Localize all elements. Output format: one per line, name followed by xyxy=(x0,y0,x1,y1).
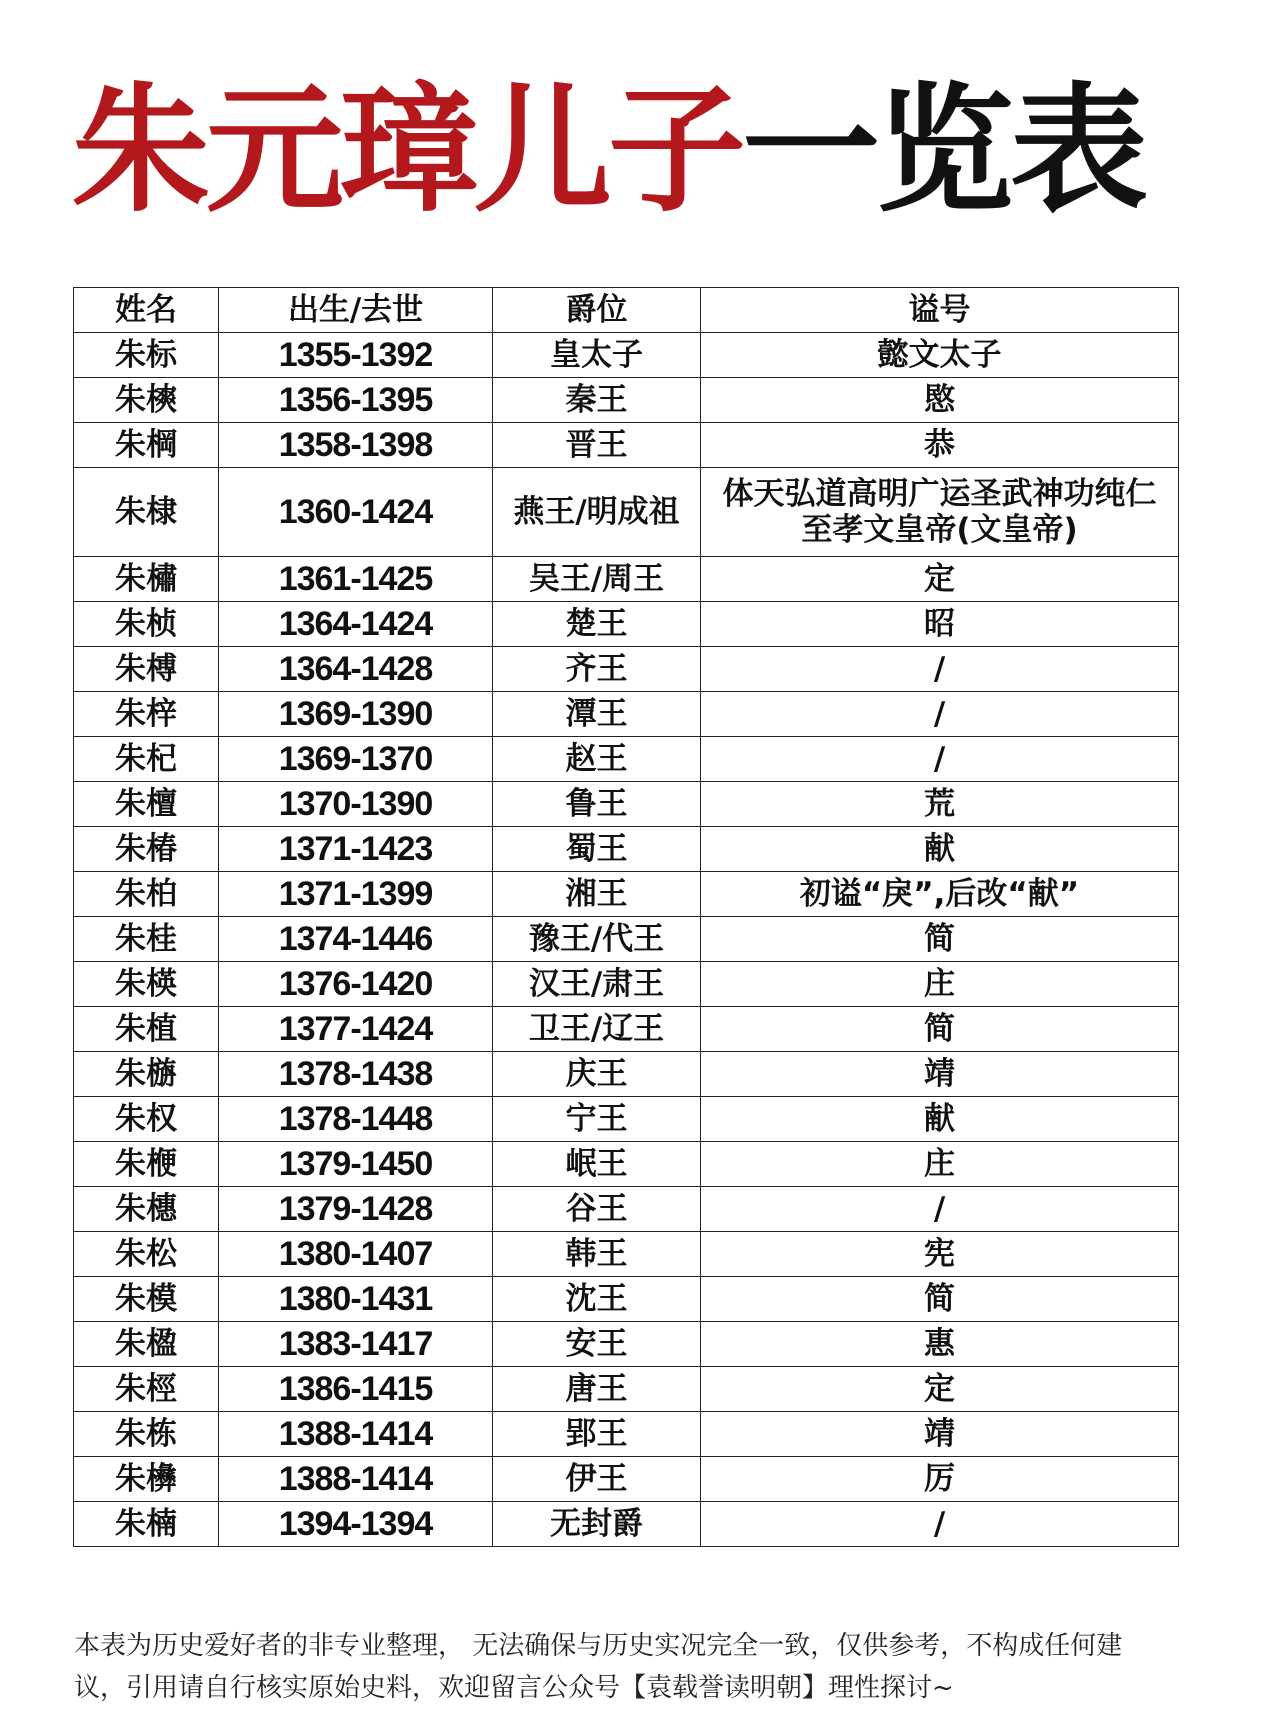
cell-posthumous: 献 xyxy=(701,1097,1179,1142)
table-row xyxy=(74,468,1179,557)
cell-title: 皇太子 xyxy=(493,333,701,378)
table-row xyxy=(74,1007,1179,1052)
cell-posthumous: 简 xyxy=(701,917,1179,962)
cell-posthumous: 惠 xyxy=(701,1322,1179,1367)
cell-title: 宁王 xyxy=(493,1097,701,1142)
cell-name: 朱桂 xyxy=(74,917,219,962)
cell-title: 燕王/明成祖 xyxy=(493,468,701,557)
cell-name: 朱檀 xyxy=(74,782,219,827)
cell-years: 1360-1424 xyxy=(219,468,493,557)
header-posthumous: 谥号 xyxy=(701,288,1179,333)
cell-posthumous: 靖 xyxy=(701,1412,1179,1457)
cell-posthumous: 献 xyxy=(701,827,1179,872)
cell-years: 1388-1414 xyxy=(219,1457,493,1502)
disclaimer-line-1: 本表为历史爱好者的非专业整理， 无法确保与历史实况完全一致，仅供参考，不构成任何建 xyxy=(74,1631,1123,1661)
cell-title: 伊王 xyxy=(493,1457,701,1502)
cell-years: 1378-1448 xyxy=(219,1097,493,1142)
title-red-part: 朱元璋儿子 xyxy=(72,68,743,231)
cell-title: 湘王 xyxy=(493,872,701,917)
cell-title: 潭王 xyxy=(493,692,701,737)
table-row xyxy=(74,557,1179,602)
table-row xyxy=(74,1232,1179,1277)
cell-title: 郢王 xyxy=(493,1412,701,1457)
cell-posthumous: 定 xyxy=(701,1367,1179,1412)
cell-posthumous: 简 xyxy=(701,1007,1179,1052)
table-row xyxy=(74,1277,1179,1322)
table-row xyxy=(74,872,1179,917)
cell-years: 1370-1390 xyxy=(219,782,493,827)
table-row xyxy=(74,1412,1179,1457)
cell-title: 鲁王 xyxy=(493,782,701,827)
table-row xyxy=(74,1187,1179,1232)
cell-name: 朱桢 xyxy=(74,602,219,647)
header-title: 爵位 xyxy=(493,288,701,333)
cell-title: 卫王/辽王 xyxy=(493,1007,701,1052)
cell-posthumous: / xyxy=(701,737,1179,782)
table-row xyxy=(74,917,1179,962)
cell-years: 1371-1399 xyxy=(219,872,493,917)
cell-title: 齐王 xyxy=(493,647,701,692)
cell-name: 朱棣 xyxy=(74,468,219,557)
cell-name: 朱模 xyxy=(74,1277,219,1322)
cell-title: 吴王/周王 xyxy=(493,557,701,602)
cell-title: 晋王 xyxy=(493,423,701,468)
table-header-row xyxy=(74,288,1179,333)
cell-name: 朱柏 xyxy=(74,872,219,917)
cell-title: 唐王 xyxy=(493,1367,701,1412)
table-row xyxy=(74,962,1179,1007)
cell-posthumous: 宪 xyxy=(701,1232,1179,1277)
cell-title: 赵王 xyxy=(493,737,701,782)
cell-title: 岷王 xyxy=(493,1142,701,1187)
table-row xyxy=(74,737,1179,782)
cell-posthumous: / xyxy=(701,692,1179,737)
cell-posthumous: 恭 xyxy=(701,423,1179,468)
cell-posthumous: / xyxy=(701,1502,1179,1547)
cell-title: 沈王 xyxy=(493,1277,701,1322)
header-name: 姓名 xyxy=(74,288,219,333)
cell-name: 朱棡 xyxy=(74,423,219,468)
cell-title: 蜀王 xyxy=(493,827,701,872)
cell-years: 1369-1370 xyxy=(219,737,493,782)
cell-years: 1378-1438 xyxy=(219,1052,493,1097)
cell-posthumous: 懿文太子 xyxy=(701,333,1179,378)
cell-name: 朱㮵 xyxy=(74,1052,219,1097)
cell-posthumous: 愍 xyxy=(701,378,1179,423)
cell-years: 1369-1390 xyxy=(219,692,493,737)
cell-title: 安王 xyxy=(493,1322,701,1367)
cell-years: 1376-1420 xyxy=(219,962,493,1007)
cell-title: 楚王 xyxy=(493,602,701,647)
cell-name: 朱栋 xyxy=(74,1412,219,1457)
cell-name: 朱桱 xyxy=(74,1367,219,1412)
cell-name: 朱橞 xyxy=(74,1187,219,1232)
cell-title: 豫王/代王 xyxy=(493,917,701,962)
cell-name: 朱梓 xyxy=(74,692,219,737)
cell-years: 1371-1423 xyxy=(219,827,493,872)
cell-posthumous: 靖 xyxy=(701,1052,1179,1097)
cell-years: 1364-1428 xyxy=(219,647,493,692)
cell-posthumous: / xyxy=(701,1187,1179,1232)
cell-name: 朱樉 xyxy=(74,378,219,423)
title-black-part: 一览表 xyxy=(742,68,1145,231)
cell-name: 朱杞 xyxy=(74,737,219,782)
table-row xyxy=(74,1367,1179,1412)
table-row xyxy=(74,692,1179,737)
table-row xyxy=(74,602,1179,647)
cell-posthumous: 庄 xyxy=(701,962,1179,1007)
cell-name: 朱植 xyxy=(74,1007,219,1052)
cell-name: 朱㰘 xyxy=(74,1457,219,1502)
table-row xyxy=(74,1457,1179,1502)
cell-posthumous: 初谥“戾”,后改“献” xyxy=(701,872,1179,917)
cell-years: 1380-1407 xyxy=(219,1232,493,1277)
table-row xyxy=(74,1052,1179,1097)
disclaimer xyxy=(74,1625,1194,1709)
cell-posthumous: 昭 xyxy=(701,602,1179,647)
cell-posthumous: / xyxy=(701,647,1179,692)
table-row xyxy=(74,782,1179,827)
table-row xyxy=(74,1322,1179,1367)
table-row xyxy=(74,1502,1179,1547)
cell-years: 1388-1414 xyxy=(219,1412,493,1457)
disclaimer-line-2: 议，引用请自行核实原始史料，欢迎留言公众号【袁载誉读明朝】理性探讨~ xyxy=(74,1673,954,1703)
cell-name: 朱椿 xyxy=(74,827,219,872)
cell-years: 1380-1431 xyxy=(219,1277,493,1322)
cell-name: 朱橚 xyxy=(74,557,219,602)
cell-title: 汉王/肃王 xyxy=(493,962,701,1007)
cell-name: 朱楩 xyxy=(74,1142,219,1187)
cell-years: 1377-1424 xyxy=(219,1007,493,1052)
cell-posthumous: 定 xyxy=(701,557,1179,602)
cell-name: 朱榑 xyxy=(74,647,219,692)
cell-posthumous: 庄 xyxy=(701,1142,1179,1187)
cell-years: 1379-1450 xyxy=(219,1142,493,1187)
cell-name: 朱楠 xyxy=(74,1502,219,1547)
table-row xyxy=(74,647,1179,692)
table-row xyxy=(74,423,1179,468)
cell-years: 1394-1394 xyxy=(219,1502,493,1547)
cell-title: 韩王 xyxy=(493,1232,701,1277)
table-row xyxy=(74,827,1179,872)
cell-title: 庆王 xyxy=(493,1052,701,1097)
table-row xyxy=(74,378,1179,423)
cell-posthumous: 厉 xyxy=(701,1457,1179,1502)
cell-name: 朱楧 xyxy=(74,962,219,1007)
sons-table xyxy=(73,287,1179,1547)
cell-years: 1361-1425 xyxy=(219,557,493,602)
cell-years: 1386-1415 xyxy=(219,1367,493,1412)
header-years: 出生/去世 xyxy=(219,288,493,333)
table-row xyxy=(74,1142,1179,1187)
table-row xyxy=(74,333,1179,378)
cell-posthumous: 荒 xyxy=(701,782,1179,827)
cell-years: 1374-1446 xyxy=(219,917,493,962)
cell-years: 1383-1417 xyxy=(219,1322,493,1367)
cell-name: 朱松 xyxy=(74,1232,219,1277)
cell-years: 1379-1428 xyxy=(219,1187,493,1232)
cell-title: 谷王 xyxy=(493,1187,701,1232)
page-title xyxy=(72,70,1182,230)
cell-years: 1356-1395 xyxy=(219,378,493,423)
cell-title: 无封爵 xyxy=(493,1502,701,1547)
cell-title: 秦王 xyxy=(493,378,701,423)
cell-years: 1364-1424 xyxy=(219,602,493,647)
table-row xyxy=(74,1097,1179,1142)
cell-name: 朱标 xyxy=(74,333,219,378)
cell-name: 朱楹 xyxy=(74,1322,219,1367)
cell-years: 1355-1392 xyxy=(219,333,493,378)
cell-posthumous: 简 xyxy=(701,1277,1179,1322)
cell-name: 朱权 xyxy=(74,1097,219,1142)
cell-years: 1358-1398 xyxy=(219,423,493,468)
cell-posthumous: 体天弘道高明广运圣武神功纯仁至孝文皇帝(文皇帝) xyxy=(701,468,1179,557)
